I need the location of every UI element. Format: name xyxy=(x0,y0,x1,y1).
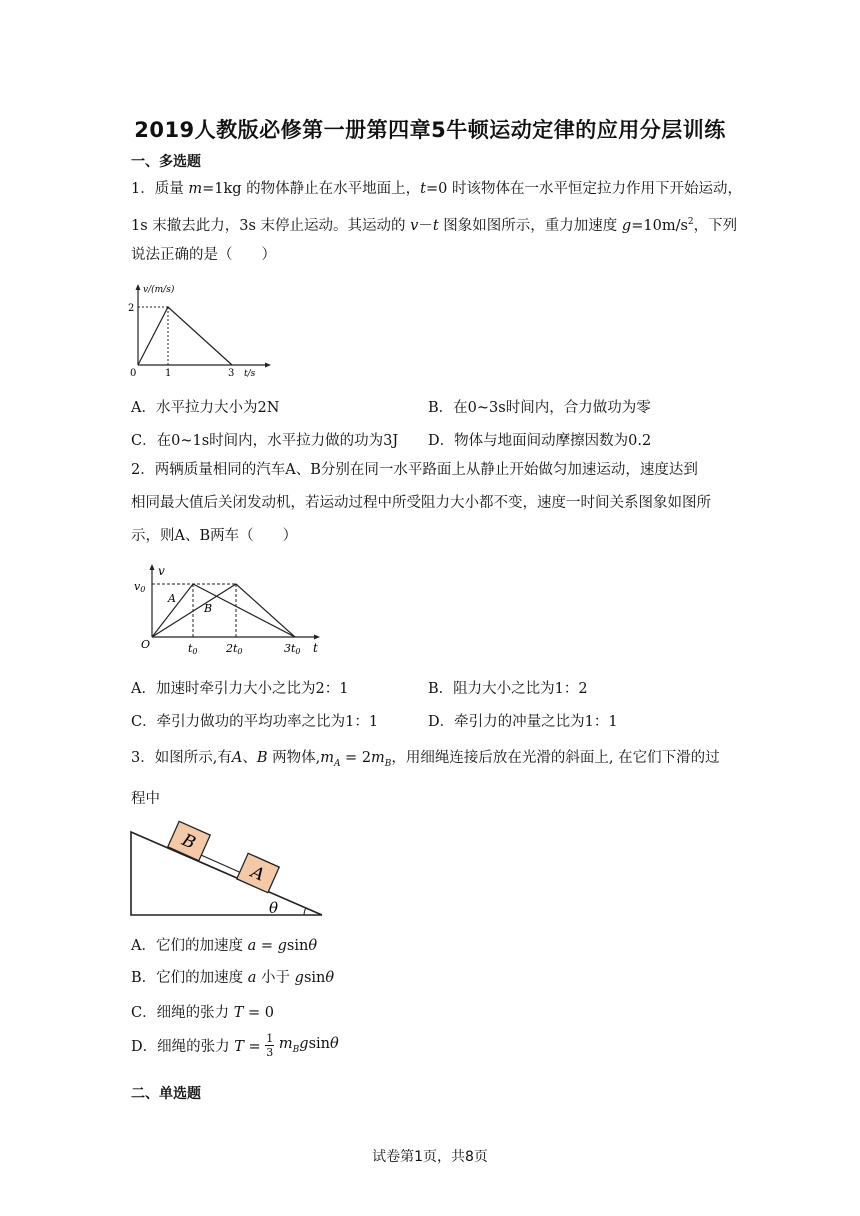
q1-line-3: 说法正确的是（ ） xyxy=(131,247,276,263)
q1-line-1: 1．质量 m=1kg 的物体静止在水平地面上，t=0 时该物体在一水平恒定拉力作用下开始运动， xyxy=(131,181,742,197)
q2-y-label: v xyxy=(158,564,165,578)
q1-option-a[interactable]: A．水平拉力大小为2N xyxy=(131,400,280,416)
q2-option-b[interactable]: B．阻力大小之比为1：2 xyxy=(428,681,588,697)
q1-origin-label: 0 xyxy=(130,368,137,379)
q2-option-d[interactable]: D．牵引力的冲量之比为1：1 xyxy=(428,714,618,730)
q1-line-2: 1s 末撤去此力，3s 末停止运动。其运动的 v－t 图象如图所示，重力加速度 $g=10m/s^2$，下列 xyxy=(131,217,738,234)
angle-theta-label: θ xyxy=(269,899,279,917)
q1-option-b[interactable]: B．在0~3s时间内，合力做功为零 xyxy=(428,400,651,416)
q3-option-c[interactable]: C．细绳的张力 T = 0 xyxy=(131,1005,274,1021)
q2-x-tick-3t0: 3t0 xyxy=(284,642,301,656)
q3-incline-figure xyxy=(126,820,332,920)
q1-vt-graph xyxy=(126,280,286,380)
q3-line-1: 3．如图所示,有A、B 两物体$,m_A = 2m_B$，用细绳连接后放在光滑的斜面上, 在它们下滑的过 xyxy=(131,750,720,769)
block-a-label: A xyxy=(247,862,268,886)
q3-option-d[interactable]: D．细绳的张力 T = $\frac{1}{3}$ $m_Bgsin\theta$ xyxy=(131,1032,339,1059)
q2-label-b: B xyxy=(204,602,213,615)
q1-option-c[interactable]: C．在0~1s时间内，水平拉力做的功为3J xyxy=(131,433,399,449)
q2-line-1: 2．两辆质量相同的汽车A、B分别在同一水平路面上从静止开始做匀加速运动，速度达到 xyxy=(131,462,698,478)
q2-y-tick: v0 xyxy=(134,580,146,594)
q2-x-tick-2t0: 2t0 xyxy=(226,642,243,656)
section-single-choice: 二、单选题 xyxy=(131,1086,201,1102)
q1-y-label: v/(m/s) xyxy=(143,285,175,295)
page-title: 2019人教版必修第一册第四章5牛顿运动定律的应用分层训练 xyxy=(134,118,726,142)
q2-label-a: A xyxy=(168,592,176,605)
q2-option-a[interactable]: A．加速时牵引力大小之比为2：1 xyxy=(131,681,349,697)
q3-line-2: 程中 xyxy=(131,791,160,807)
q1-option-d[interactable]: D．物体与地面间动摩擦因数为0.2 xyxy=(428,433,652,449)
q2-option-c[interactable]: C．牵引力做功的平均功率之比为1：1 xyxy=(131,714,379,730)
q1-y-tick: 2 xyxy=(128,303,135,314)
block-b xyxy=(168,821,210,860)
section-multiple-choice: 一、多选题 xyxy=(131,154,201,170)
q2-line-2: 相同最大值后关闭发动机，若运动过程中所受阻力大小都不变，速度一时间关系图象如图所 xyxy=(131,495,711,511)
q2-vt-graph xyxy=(130,560,330,660)
q1-x-tick-3: 3 xyxy=(228,368,235,379)
q1-x-tick-1: 1 xyxy=(165,368,172,379)
q1-x-label: t/s xyxy=(244,369,256,379)
page-footer: 试卷第1页，共8页 xyxy=(372,1149,488,1165)
q2-line-3: 示，则A、B两车（ ） xyxy=(131,528,298,544)
block-a xyxy=(237,853,279,892)
q3-option-a[interactable]: A．它们的加速度 a = gsinθ xyxy=(131,938,318,954)
q2-x-tick-t0: t0 xyxy=(188,642,198,656)
q2-origin-label: O xyxy=(141,638,151,651)
q3-option-b[interactable]: B．它们的加速度 a 小于 gsinθ xyxy=(131,970,335,986)
q2-x-label: t xyxy=(313,641,318,655)
block-b-label: B xyxy=(178,830,199,854)
q1-velocity-line xyxy=(138,307,232,365)
